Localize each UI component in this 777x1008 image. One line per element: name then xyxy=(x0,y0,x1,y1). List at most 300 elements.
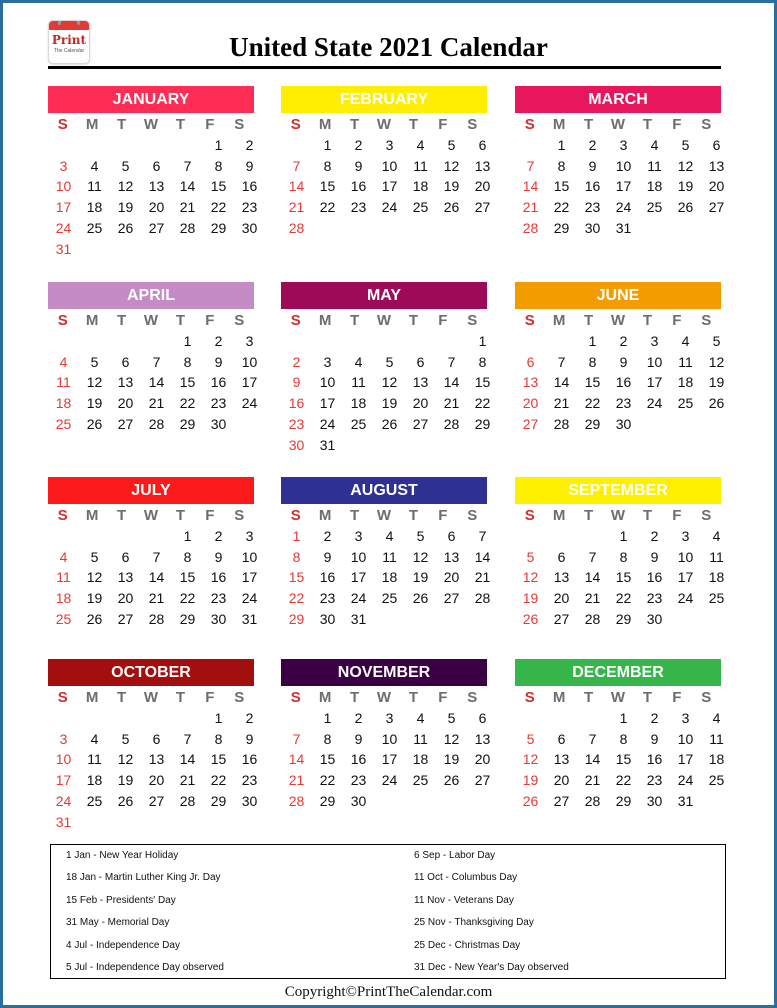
day-cell: 23 xyxy=(288,415,305,432)
day-cell: 7 xyxy=(183,730,192,747)
weekday-label: T xyxy=(175,688,185,706)
day-cell: 12 xyxy=(412,548,429,565)
day-cell: 26 xyxy=(522,792,539,809)
day-cell: 31 xyxy=(615,219,632,236)
weekday-label: M xyxy=(552,115,566,133)
day-cell: 24 xyxy=(55,792,72,809)
day-cell: 10 xyxy=(677,730,694,747)
day-cell: 29 xyxy=(179,415,196,432)
weekday-label: T xyxy=(116,311,127,329)
weekday-label: S xyxy=(234,506,245,524)
weekday-label: F xyxy=(672,506,682,524)
day-cell: 13 xyxy=(412,374,429,391)
weekday-label: S xyxy=(524,688,535,706)
day-cell: 9 xyxy=(588,157,597,174)
day-cell: 15 xyxy=(210,178,227,195)
day-cell: 26 xyxy=(117,792,134,809)
weekday-label: S xyxy=(57,115,68,133)
day-cell: 9 xyxy=(354,730,363,747)
weekday-label: T xyxy=(408,311,418,329)
day-cell: 24 xyxy=(646,395,663,412)
day-cell: 17 xyxy=(241,374,258,391)
day-cell: 3 xyxy=(59,730,68,747)
holiday-item: 1 Jan - New Year Holiday xyxy=(66,850,179,861)
day-cell: 30 xyxy=(210,610,227,627)
day-cell: 30 xyxy=(210,415,227,432)
day-cell: 23 xyxy=(210,395,227,412)
weekday-label: T xyxy=(349,688,360,706)
day-cell: 20 xyxy=(708,178,725,195)
day-cell: 27 xyxy=(148,792,165,809)
holiday-item: 11 Oct - Columbus Day xyxy=(414,872,518,883)
day-cell: 5 xyxy=(447,137,456,153)
day-cell: 4 xyxy=(90,157,99,174)
weekday-label: S xyxy=(290,688,301,706)
day-cell: 11 xyxy=(87,178,102,195)
day-cell: 18 xyxy=(646,178,663,195)
day-cell: 21 xyxy=(584,590,601,607)
day-cell: 16 xyxy=(350,751,367,768)
day-cell: 18 xyxy=(55,395,72,412)
day-cell: 20 xyxy=(412,395,429,412)
weekday-header-row xyxy=(281,113,487,135)
day-cell: 13 xyxy=(522,374,539,391)
day-cell: 2 xyxy=(323,528,332,544)
day-cell: 17 xyxy=(55,199,72,216)
day-cell: 27 xyxy=(148,219,165,236)
day-cell: 6 xyxy=(121,353,130,370)
day-cell: 14 xyxy=(584,751,601,768)
day-cell: 14 xyxy=(288,751,305,768)
day-cell: 2 xyxy=(650,528,659,544)
month-header: SEPTEMBER xyxy=(515,477,721,504)
day-cell: 13 xyxy=(553,751,570,768)
day-cell: 25 xyxy=(677,395,694,412)
day-cell: 19 xyxy=(117,772,134,789)
day-cell: 18 xyxy=(412,751,429,768)
weekday-label: S xyxy=(290,311,301,329)
weekday-label: F xyxy=(438,311,448,329)
weekday-label: W xyxy=(610,311,626,329)
day-cell: 15 xyxy=(319,178,336,195)
day-cell: 26 xyxy=(522,610,539,627)
weekday-label: S xyxy=(467,506,478,524)
day-cell: 4 xyxy=(416,710,425,726)
weekday-label: T xyxy=(116,688,127,706)
day-cell: 12 xyxy=(677,157,694,174)
day-cell: 25 xyxy=(708,772,725,789)
day-cell: 9 xyxy=(214,353,223,370)
day-cell: 24 xyxy=(241,395,258,412)
day-cell: 18 xyxy=(708,569,725,586)
day-cell: 7 xyxy=(183,157,192,174)
weekday-header-row xyxy=(515,113,721,135)
day-cell: 2 xyxy=(354,137,363,153)
day-cell: 21 xyxy=(553,395,570,412)
weekday-label: T xyxy=(642,311,652,329)
weekday-label: F xyxy=(438,115,448,133)
weekday-label: S xyxy=(467,688,478,706)
month-header: MAY xyxy=(281,282,487,309)
day-cell: 18 xyxy=(708,751,725,768)
day-cell: 8 xyxy=(214,157,223,174)
day-cell: 1 xyxy=(557,137,566,153)
page-title: United State 2021 Calendar xyxy=(229,32,548,62)
day-cell: 19 xyxy=(443,751,460,768)
calendar-icon xyxy=(49,21,89,30)
weekday-label: S xyxy=(467,311,478,329)
day-cell: 25 xyxy=(350,415,367,432)
weekday-header-row xyxy=(515,504,721,526)
day-cell: 11 xyxy=(351,374,366,391)
day-cell: 15 xyxy=(553,178,570,195)
weekday-label: W xyxy=(376,115,392,133)
day-cell: 21 xyxy=(474,569,491,586)
title-divider xyxy=(48,66,721,69)
day-cell: 10 xyxy=(55,178,72,195)
day-cell: 10 xyxy=(381,157,398,174)
day-cell: 3 xyxy=(385,137,394,153)
day-cell: 11 xyxy=(87,751,102,768)
day-cell: 4 xyxy=(681,333,690,349)
weekday-label: M xyxy=(318,688,332,706)
weekday-label: S xyxy=(234,688,245,706)
day-cell: 13 xyxy=(474,730,491,747)
day-cell: 29 xyxy=(319,792,336,809)
weekday-label: T xyxy=(349,115,360,133)
weekday-label: T xyxy=(408,115,418,133)
day-cell: 29 xyxy=(210,792,227,809)
day-cell: 25 xyxy=(412,199,429,216)
day-cell: 4 xyxy=(385,528,394,544)
month-header: DECEMBER xyxy=(515,659,721,686)
day-cell: 6 xyxy=(121,548,130,565)
day-cell: 26 xyxy=(86,415,103,432)
day-cell: 19 xyxy=(412,569,429,586)
day-cell: 27 xyxy=(708,199,725,216)
day-cell: 10 xyxy=(55,751,72,768)
day-cell: 27 xyxy=(522,415,539,432)
weekday-label: S xyxy=(701,311,712,329)
day-cell: 22 xyxy=(319,772,336,789)
day-cell: 25 xyxy=(86,792,103,809)
day-cell: 3 xyxy=(245,528,254,544)
day-cell: 30 xyxy=(646,610,663,627)
day-cell: 31 xyxy=(319,436,336,453)
weekday-label: S xyxy=(701,115,712,133)
day-cell: 28 xyxy=(443,415,460,432)
day-cell: 22 xyxy=(179,395,196,412)
day-cell: 10 xyxy=(646,353,663,370)
weekday-label: W xyxy=(610,688,626,706)
day-cell: 7 xyxy=(447,353,456,370)
day-cell: 19 xyxy=(522,772,539,789)
day-cell: 19 xyxy=(117,199,134,216)
weekday-header-row xyxy=(515,309,721,331)
day-cell: 22 xyxy=(584,395,601,412)
day-cell: 2 xyxy=(619,333,628,349)
day-cell: 13 xyxy=(148,178,165,195)
day-cell: 15 xyxy=(474,374,491,391)
day-cell: 26 xyxy=(412,590,429,607)
day-cell: 12 xyxy=(117,751,134,768)
day-cell: 10 xyxy=(615,157,632,174)
day-cell: 9 xyxy=(619,353,628,370)
day-cell: 16 xyxy=(288,395,305,412)
weekday-label: F xyxy=(438,506,448,524)
month-february xyxy=(281,86,491,236)
day-cell: 11 xyxy=(709,730,724,747)
day-cell: 23 xyxy=(241,772,258,789)
day-cell: 14 xyxy=(522,178,539,195)
weekday-label: W xyxy=(376,688,392,706)
day-cell: 16 xyxy=(241,178,258,195)
day-cell: 29 xyxy=(615,792,632,809)
weekday-label: S xyxy=(234,115,245,133)
weekday-label: M xyxy=(552,506,566,524)
month-august xyxy=(281,477,491,627)
day-cell: 28 xyxy=(553,415,570,432)
day-cell: 19 xyxy=(86,590,103,607)
weekday-label: S xyxy=(234,311,245,329)
day-cell: 22 xyxy=(288,590,305,607)
day-cell: 12 xyxy=(708,353,725,370)
day-cell: 22 xyxy=(210,772,227,789)
day-cell: 26 xyxy=(708,395,725,412)
day-cell: 12 xyxy=(522,751,539,768)
day-cell: 1 xyxy=(183,333,192,349)
day-cell: 6 xyxy=(478,710,487,726)
day-cell: 18 xyxy=(86,199,103,216)
day-cell: 15 xyxy=(615,751,632,768)
day-cell: 29 xyxy=(474,415,491,432)
day-cell: 27 xyxy=(117,415,134,432)
day-cell: 18 xyxy=(381,569,398,586)
weekday-label: T xyxy=(583,688,594,706)
day-cell: 29 xyxy=(553,219,570,236)
day-cell: 18 xyxy=(55,590,72,607)
day-cell: 10 xyxy=(241,353,258,370)
month-march xyxy=(515,86,725,236)
day-cell: 8 xyxy=(214,730,223,747)
weekday-label: W xyxy=(143,688,159,706)
day-cell: 3 xyxy=(385,710,394,726)
day-cell: 21 xyxy=(148,395,165,412)
day-cell: 12 xyxy=(117,178,134,195)
day-cell: 11 xyxy=(56,569,71,586)
weekday-label: S xyxy=(57,311,68,329)
day-cell: 13 xyxy=(117,569,134,586)
day-cell: 2 xyxy=(292,353,301,370)
holiday-item: 4 Jul - Independence Day xyxy=(66,940,180,951)
weekday-header-row xyxy=(281,504,487,526)
day-cell: 18 xyxy=(412,178,429,195)
day-cell: 15 xyxy=(179,569,196,586)
day-cell: 13 xyxy=(148,751,165,768)
month-november xyxy=(281,659,491,809)
day-cell: 4 xyxy=(59,353,68,370)
day-cell: 5 xyxy=(712,333,721,349)
day-cell: 14 xyxy=(584,569,601,586)
day-cell: 11 xyxy=(678,353,693,370)
day-cell: 17 xyxy=(615,178,632,195)
day-cell: 19 xyxy=(708,374,725,391)
weekday-header-row xyxy=(281,686,487,708)
day-cell: 19 xyxy=(443,178,460,195)
day-cell: 24 xyxy=(241,590,258,607)
day-cell: 2 xyxy=(214,528,223,544)
day-cell: 24 xyxy=(677,772,694,789)
day-cell: 19 xyxy=(522,590,539,607)
month-september xyxy=(515,477,725,627)
day-cell: 30 xyxy=(584,219,601,236)
day-cell: 21 xyxy=(584,772,601,789)
weekday-label: T xyxy=(349,506,360,524)
day-cell: 1 xyxy=(214,710,223,726)
weekday-label: T xyxy=(349,311,360,329)
copyright-notice: Copyright©PrintTheCalendar.com xyxy=(284,984,493,1000)
month-header: MARCH xyxy=(515,86,721,113)
day-cell: 15 xyxy=(288,569,305,586)
day-cell: 22 xyxy=(319,199,336,216)
month-october xyxy=(48,659,258,830)
day-cell: 10 xyxy=(350,548,367,565)
day-cell: 8 xyxy=(292,548,301,565)
day-cell: 30 xyxy=(241,792,258,809)
day-cell: 26 xyxy=(443,199,460,216)
day-cell: 15 xyxy=(319,751,336,768)
day-cell: 5 xyxy=(526,730,535,747)
day-cell: 30 xyxy=(350,792,367,809)
day-cell: 16 xyxy=(350,178,367,195)
day-cell: 10 xyxy=(241,548,258,565)
day-cell: 28 xyxy=(288,792,305,809)
day-cell: 1 xyxy=(323,137,332,153)
day-cell: 20 xyxy=(474,751,491,768)
day-cell: 2 xyxy=(650,710,659,726)
day-cell: 11 xyxy=(56,374,71,391)
day-cell: 22 xyxy=(615,772,632,789)
weekday-header-row xyxy=(48,309,254,331)
day-cell: 3 xyxy=(619,137,628,153)
day-cell: 20 xyxy=(117,590,134,607)
day-cell: 12 xyxy=(381,374,398,391)
day-cell: 7 xyxy=(152,548,161,565)
day-cell: 27 xyxy=(117,610,134,627)
day-cell: 31 xyxy=(677,792,694,809)
holiday-item: 6 Sep - Labor Day xyxy=(414,850,496,861)
day-cell: 4 xyxy=(354,353,363,370)
day-cell: 14 xyxy=(148,374,165,391)
day-cell: 31 xyxy=(55,240,72,257)
day-cell: 16 xyxy=(646,751,663,768)
day-cell: 21 xyxy=(148,590,165,607)
day-cell: 29 xyxy=(615,610,632,627)
day-cell: 16 xyxy=(210,374,227,391)
day-cell: 24 xyxy=(615,199,632,216)
weekday-label: S xyxy=(467,115,478,133)
day-cell: 10 xyxy=(319,374,336,391)
day-cell: 7 xyxy=(292,730,301,747)
day-cell: 16 xyxy=(615,374,632,391)
weekday-label: T xyxy=(175,506,185,524)
day-cell: 12 xyxy=(86,374,103,391)
weekday-label: F xyxy=(205,688,215,706)
day-cell: 14 xyxy=(179,751,196,768)
day-cell: 15 xyxy=(210,751,227,768)
weekday-label: S xyxy=(701,688,712,706)
day-cell: 12 xyxy=(443,730,460,747)
day-cell: 30 xyxy=(241,219,258,236)
day-cell: 9 xyxy=(650,548,659,565)
day-cell: 7 xyxy=(292,157,301,174)
day-cell: 1 xyxy=(619,710,628,726)
day-cell: 15 xyxy=(179,374,196,391)
weekday-header-row xyxy=(281,309,487,331)
day-cell: 9 xyxy=(214,548,223,565)
day-cell: 30 xyxy=(615,415,632,432)
day-cell: 22 xyxy=(553,199,570,216)
day-cell: 20 xyxy=(443,569,460,586)
holiday-item: 31 Dec - New Year's Day observed xyxy=(414,962,569,973)
day-cell: 29 xyxy=(288,610,305,627)
day-cell: 27 xyxy=(412,415,429,432)
weekday-label: F xyxy=(672,688,682,706)
day-cell: 2 xyxy=(354,710,363,726)
day-cell: 22 xyxy=(615,590,632,607)
weekday-label: T xyxy=(583,506,594,524)
day-cell: 9 xyxy=(650,730,659,747)
day-cell: 3 xyxy=(245,333,254,349)
weekday-label: T xyxy=(642,506,652,524)
day-cell: 3 xyxy=(650,333,659,349)
day-cell: 22 xyxy=(474,395,491,412)
day-cell: 15 xyxy=(615,569,632,586)
weekday-label: T xyxy=(583,115,594,133)
day-cell: 11 xyxy=(413,730,428,747)
day-cell: 15 xyxy=(584,374,601,391)
weekday-label: M xyxy=(318,311,332,329)
day-cell: 27 xyxy=(553,610,570,627)
day-cell: 5 xyxy=(90,548,99,565)
day-cell: 17 xyxy=(319,395,336,412)
day-cell: 11 xyxy=(647,157,662,174)
weekday-label: F xyxy=(205,115,215,133)
month-header: APRIL xyxy=(48,282,254,309)
weekday-label: M xyxy=(552,688,566,706)
weekday-label: M xyxy=(85,311,99,329)
day-cell: 4 xyxy=(650,137,659,153)
weekday-label: M xyxy=(318,506,332,524)
weekday-label: F xyxy=(205,506,215,524)
day-cell: 2 xyxy=(214,333,223,349)
weekday-header-row xyxy=(515,686,721,708)
day-cell: 5 xyxy=(121,157,130,174)
day-cell: 5 xyxy=(90,353,99,370)
day-cell: 10 xyxy=(381,730,398,747)
weekday-label: W xyxy=(143,311,159,329)
day-cell: 13 xyxy=(553,569,570,586)
day-cell: 23 xyxy=(210,590,227,607)
weekday-label: T xyxy=(175,115,185,133)
day-cell: 20 xyxy=(474,178,491,195)
day-cell: 13 xyxy=(474,157,491,174)
day-cell: 21 xyxy=(288,772,305,789)
day-cell: 17 xyxy=(646,374,663,391)
day-cell: 17 xyxy=(350,569,367,586)
day-cell: 23 xyxy=(350,199,367,216)
day-cell: 3 xyxy=(681,710,690,726)
